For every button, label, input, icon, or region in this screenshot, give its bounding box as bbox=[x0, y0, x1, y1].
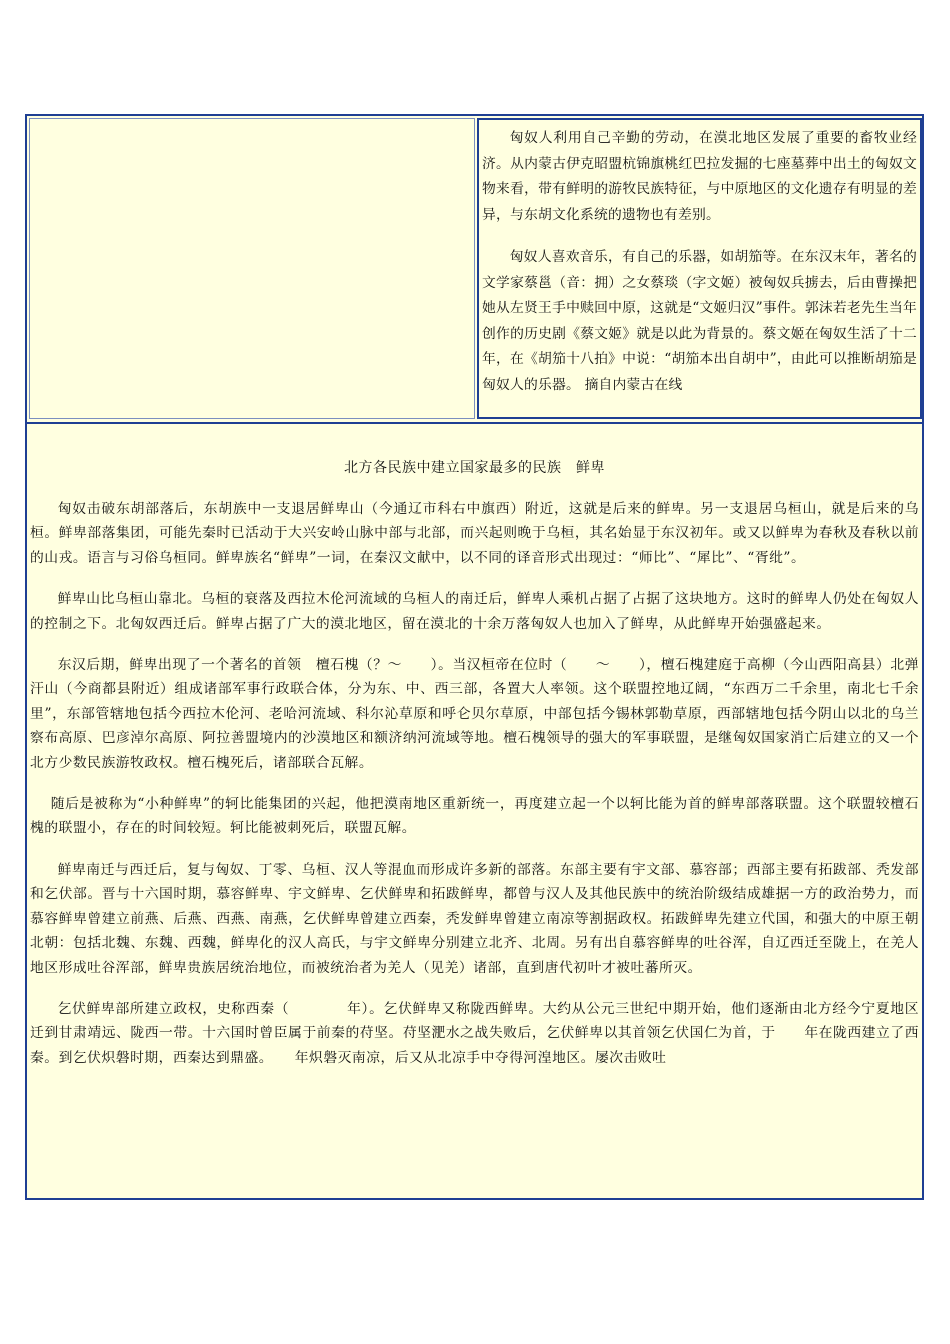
xiongnu-paragraph-1: 匈奴人利用自己辛勤的劳动，在漠北地区发展了重要的畜牧业经济。从内蒙古伊克昭盟杭锦旗桃红巴拉发掘的七座墓葬中出土的匈奴文物来看，带有鲜明的游牧民族特征，与中原地区的文化遗存有明显的差异，与东胡文化系统的遗物也有差别。 bbox=[482, 130, 917, 223]
xianbei-section bbox=[27, 422, 922, 1198]
body-paragraph: 随后是被称为“小种鲜卑”的轲比能集团的兴起，他把漠南地区重新统一，再度建立起一个以轲比能为首的鲜卑部落联盟。这个联盟较檀石槐的联盟小，存在的时间较短。轲比能被刺死后，联盟瓦解。 bbox=[30, 796, 919, 837]
body-paragraph: 匈奴击破东胡部落后，东胡族中一支退居鲜卑山（今通辽市科右中旗西）附近，这就是后来的鲜卑。另一支退居乌桓山，就是后来的乌桓。鲜卑部落集团，可能先秦时已活动于大兴安岭山脉中部与北部，而兴起则晚于乌桓，其名始显于东汉初年。或又以鲜卑为春秋及春秋以前的山戎。语言与习俗乌桓同。鲜卑族名“鲜卑”一词，在秦汉文献中，以不同的译音形式出现过：“师比”、“犀比”、“胥纰”。 bbox=[30, 501, 919, 566]
top-row bbox=[27, 116, 922, 422]
xiongnu-text-cell bbox=[477, 118, 922, 419]
body-paragraph: 鲜卑山比乌桓山靠北。乌桓的衰落及西拉木伦河流域的乌桓人的南迁后，鲜卑人乘机占据了占据了这块地方。这时的鲜卑人仍处在匈奴人的控制之下。北匈奴西迁后。鲜卑占据了广大的漠北地区，留在漠北的十余万落匈奴人也加入了鲜卑，从此鲜卑开始强盛起来。 bbox=[30, 591, 919, 632]
content-table bbox=[25, 114, 924, 1200]
body-paragraph: 鲜卑南迁与西迁后，复与匈奴、丁零、乌桓、汉人等混血而形成许多新的部落。东部主要有宇文部、慕容部；西部主要有拓跋部、秃发部和乞伏部。晋与十六国时期，慕容鲜卑、宇文鲜卑、乞伏鲜卑和拓跋鲜卑，都曾与汉人及其他民族中的统治阶级结成雄据一方的政治势力，而慕容鲜卑曾建立前燕、后燕、西燕、南燕，乞伏鲜卑曾建立西秦，秃发鲜卑曾建立南凉等割据政权。拓跋鲜卑先建立代国，和强大的中原王朝北朝：包括北魏、东魏、西魏，鲜卑化的汉人高氏，与宇文鲜卑分别建立北齐、北周。另有出自慕容鲜卑的吐谷浑，自辽西迁至陇上，在羌人地区形成吐谷浑部，鲜卑贵族居统治地位，而被统治者为羌人（见羌）诸部，直到唐代初叶才被吐蕃所灭。 bbox=[30, 861, 919, 976]
body-paragraph: 乞伏鲜卑部所建立政权，史称西秦（ 年）。乞伏鲜卑又称陇西鲜卑。大约从公元三世纪中期开始，他们逐渐由北方经今宁夏地区迁到甘肃靖远、陇西一带。十六国时曾臣属于前秦的苻坚。苻坚淝水之战失败后，乞伏鲜卑以其首领乞伏国仁为首，于 年在陇西建立了西秦。到乞伏炽磐时期，西秦达到鼎盛。 年炽磐灭南凉，后又从北凉手中夺得河湟地区。屡次击败吐 bbox=[30, 1000, 919, 1066]
empty-cell bbox=[29, 118, 475, 419]
body-paragraph: 东汉后期，鲜卑出现了一个著名的首领 檀石槐（？～ ）。当汉桓帝在位时（ ～ ），檀石槐建庭于高柳（今山西阳高县）北弹汗山（今商都县附近）组成诸部军事行政联合体，分为东、中、西三部，各置大人率领。这个联盟控地辽阔，“东西万二千余里，南北七千余里”，东部管辖地包括今西拉木伦河、老哈河流域、科尔沁草原和呼仑贝尔草原，中部包括今锡林郭勒草原，西部辖地包括今阴山以北的乌兰察布高原、巴彦淖尔高原、阿拉善盟境内的沙漠地区和额济纳河流域等地。檀石槐领导的强大的军事联盟，是继匈奴国家消亡后建立的又一个北方少数民族游牧政权。檀石槐死后，诸部联合瓦解。 bbox=[30, 657, 919, 771]
section-title: 北方各民族中建立国家最多的民族 鲜卑 bbox=[344, 460, 605, 476]
xiongnu-paragraph-2: 匈奴人喜欢音乐，有自己的乐器，如胡笳等。在东汉末年，著名的文学家蔡邕（音：拥）之女蔡琰（字文姬）被匈奴兵掳去，后由曹操把她从左贤王手中赎回中原，这就是“文姬归汉”事件。郭沫若老先生当年创作的历史剧《蔡文姬》就是以此为背景的。蔡文姬在匈奴生活了十二年，在《胡笳十八拍》中说：“胡笳本出自胡中”，由此可以推断胡笳是匈奴人的乐器。 摘自内蒙古在线 bbox=[482, 249, 917, 393]
